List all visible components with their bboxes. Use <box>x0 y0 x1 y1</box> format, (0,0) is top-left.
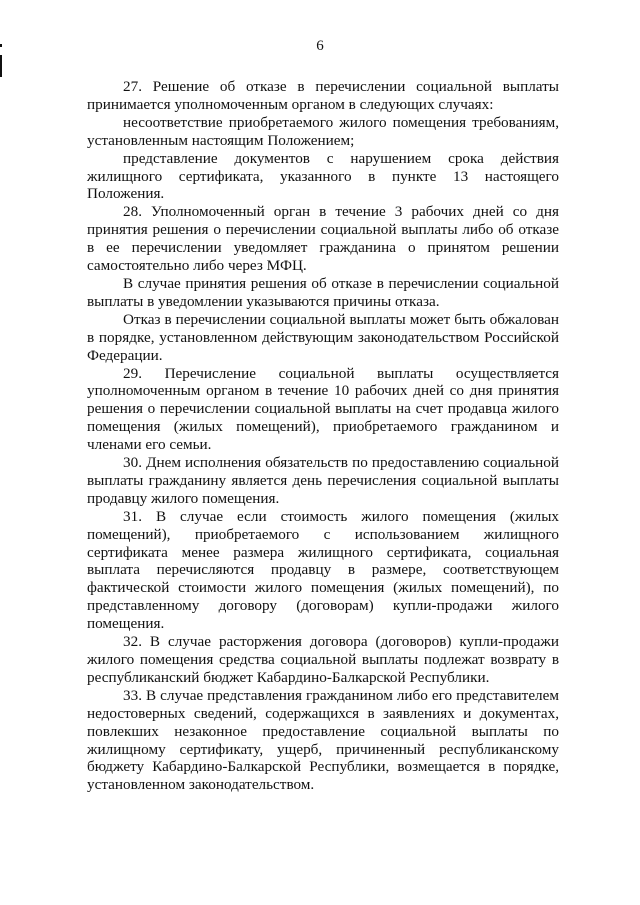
paragraph-33: 33. В случае представления гражданином либо его представителем недостоверных сведений, содержащихся в заявлениях и документах, повлекших незаконное предоставление социальной выплаты по жилищному сертификату, ущерб, причиненный республиканскому бюджету Кабардино-Балкарской Республики, возмещается в порядке, установленном законодательством. <box>87 686 559 794</box>
paragraph-28-appeal: Отказ в перечислении социальной выплаты может быть обжалован в порядке, установленном действующим законодательством Российской Федерации. <box>87 310 559 364</box>
page-number: 6 <box>316 38 324 54</box>
paragraph-32: 32. В случае расторжения договора (договоров) купли-продажи жилого помещения средства социальной выплаты подлежат возврату в республиканский бюджет Кабардино-Балкарской Республики. <box>87 633 559 686</box>
paragraph-27-item-2: представление документов с нарушением срока действия жилищного сертификата, указанного в пункте 13 настоящего Положения. <box>87 149 559 203</box>
paragraph-27: 27. Решение об отказе в перечислении социальной выплаты принимается уполномоченным органом в следующих случаях: <box>87 78 559 113</box>
paragraph-28: 28. Уполномоченный орган в течение 3 рабочих дней со дня принятия решения о перечислении социальной выплаты либо об отказе в ее перечислении уведомляет гражданина о принятом решении самостоятельно либо через МФЦ. <box>87 203 559 275</box>
paragraph-29: 29. Перечисление социальной выплаты осуществляется уполномоченным органом в течение 10 рабочих дней со дня принятия решения о перечислении социальной выплаты на счет продавца жилого помещения (жилых помещений), приобретаемого гражданином и членами его семьи. <box>87 364 559 454</box>
paragraph-28-refusal-reasons: В случае принятия решения об отказе в перечислении социальной выплаты в уведомлении указываются причины отказа. <box>87 274 559 310</box>
margin-mark <box>0 55 2 77</box>
paragraph-30: 30. Днем исполнения обязательств по предоставлению социальной выплаты гражданину является день перечисления социальной выплаты продавцу жилого помещения. <box>87 454 559 507</box>
paragraph-27-item-1: несоответствие приобретаемого жилого помещения требованиям, установленным настоящим Положением; <box>87 113 559 149</box>
paragraph-31: 31. В случае если стоимость жилого помещения (жилых помещений), приобретаемого с использованием жилищного сертификата менее размера жилищного сертификата, социальная выплата перечисляются продавцу в размере, соответствующем фактической стоимости жилого помещения (жилых помещений), по представленному договору (договорам) купли-продажи жилого помещения. <box>87 507 559 633</box>
document-body <box>87 78 559 794</box>
